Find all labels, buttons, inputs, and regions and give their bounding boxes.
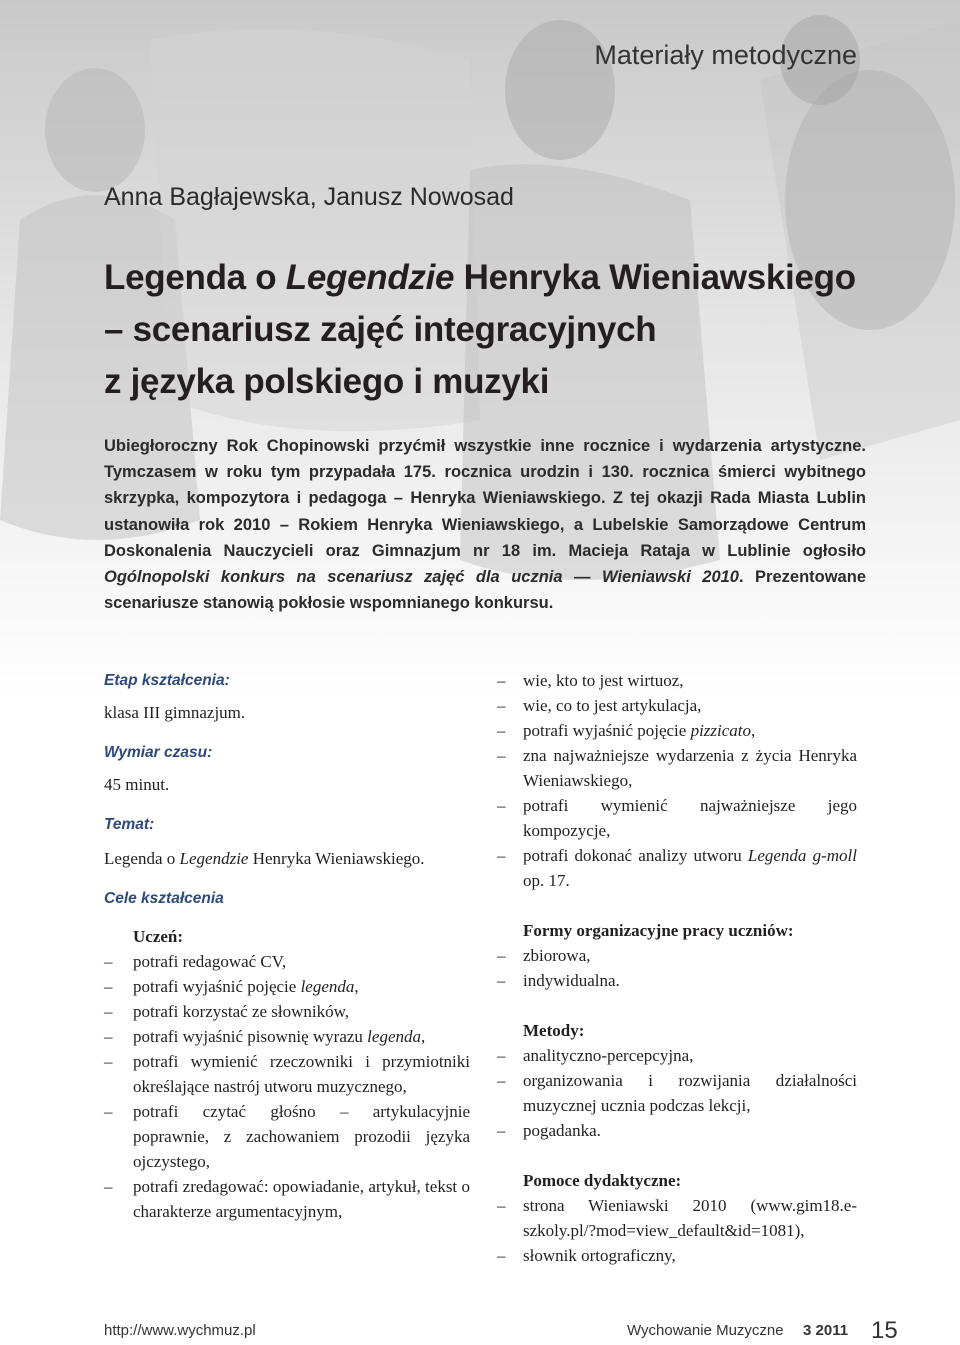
etap-value: klasa III gimnazjum. [104,703,246,722]
right-goals-list [497,668,857,893]
intro-italic: Ogólnopolski konkurs na scenariusz zajęć dla ucznia — Wieniawski 2010 [104,568,739,587]
list-item: – potrafi wyjaśnić pisownię wyrazu legenda, [104,1024,470,1049]
formy-label: Formy organizacyjne pracy uczniów: [523,921,794,940]
temat-italic: Legendzie [179,849,249,868]
formy-list [497,943,857,993]
list-item: – wie, kto to jest wirtuoz, [497,668,857,693]
list-item: – potrafi korzystać ze słowników, [104,999,470,1024]
left-column [104,668,470,1224]
list-item: – zna najważniejsze wydarzenia z życia Henryka Wieniawskiego, [497,743,857,793]
left-goals-list [104,949,470,1224]
metody-label: Metody: [523,1021,585,1040]
section-label: Materiały metodyczne [594,40,857,70]
list-item: – analityczno-percepcyjna, [497,1043,857,1068]
temat-label: Temat: [104,816,155,833]
list-item: – potrafi dokonać analizy utworu Legenda g-moll op. 17. [497,843,857,893]
list-item: – słownik ortograficzny, [497,1243,857,1268]
temat-text: Legenda o [104,849,180,868]
etap-label: Etap kształcenia: [104,672,230,689]
title-line-2: – scenariusz zajęć integracyjnych [104,310,657,349]
list-item: – potrafi redagować CV, [104,949,470,974]
temat-text: Henryka Wieniawskiego. [248,849,425,868]
list-item: – pogadanka. [497,1118,857,1143]
title-line-1 [104,252,894,304]
title-text: Henryka Wieniawskiego [454,258,856,297]
title-italic: Legendzie [285,258,455,297]
wymiar-value: 45 minut. [104,775,170,794]
footer-issue: 3 2011 [803,1322,849,1339]
list-item: – potrafi czytać głośno – artykulacyjnie poprawnie, z zachowaniem prozodii języka ojczystego, [104,1099,470,1174]
intro-text: Ubiegłoroczny Rok Chopinowski przyćmił wszystkie inne rocznice i wydarzenia artystyczne. Tymczasem w roku tym przypadała 175. rocznica urodzin i 130. rocznica śmierci wybitnego skrzypka, kompozytora i pedagoga – Henryka Wieniawskiego. Z tej okazji Rada Miasta Lublin ustanowiła rok 2010 – Rokiem Henryka Wieniawskiego, a Lubelskie Samorządowe Centrum Doskonalenia Nauczycieli oraz Gimnazjum nr 18 im. Macieja Rataja w Lublinie ogłosiło [104,437,866,560]
page-number: 15 [871,1317,898,1344]
footer-url[interactable]: http://www.wychmuz.pl [104,1322,256,1339]
footer-magazine: Wychowanie Muzyczne [627,1322,784,1339]
wymiar-label: Wymiar czasu: [104,744,213,761]
cele-label: Cele kształcenia [104,890,224,907]
metody-list [497,1043,857,1143]
uczen-label: Uczeń: [133,927,184,946]
article-title [104,252,894,408]
intro-text-end: . Prezentowane scenariusze stanowią pokłosie wspomnianego konkursu. [104,568,866,613]
list-item: – wie, co to jest artykulacja, [497,693,857,718]
list-item: – potrafi wymienić rzeczowniki i przymiotniki określające nastrój utworu muzycznego, [104,1049,470,1099]
list-item: – potrafi wymienić najważniejsze jego kompozycje, [497,793,857,843]
list-item: – potrafi wyjaśnić pojęcie pizzicato, [497,718,857,743]
title-line-3: z języka polskiego i muzyki [104,362,550,401]
list-item: – zbiorowa, [497,943,857,968]
pomoce-list [497,1193,857,1268]
title-text: Legenda o [104,258,286,297]
list-item: – potrafi zredagować: opowiadanie, artykuł, tekst o charakterze argumentacyjnym, [104,1174,470,1224]
list-item: – indywidualna. [497,968,857,993]
pomoce-label: Pomoce dydaktyczne: [523,1171,682,1190]
list-item: – potrafi wyjaśnić pojęcie legenda, [104,974,470,999]
intro-paragraph [104,433,866,616]
temat-value [104,846,470,871]
list-item: – organizowania i rozwijania działalności muzycznej ucznia podczas lekcji, [497,1068,857,1118]
list-item: – strona Wieniawski 2010 (www.gim18.e-szkoly.pl/?mod=view_default&id=1081), [497,1193,857,1243]
article-authors: Anna Bagłajewska, Janusz Nowosad [104,183,514,211]
right-column [497,668,857,1268]
